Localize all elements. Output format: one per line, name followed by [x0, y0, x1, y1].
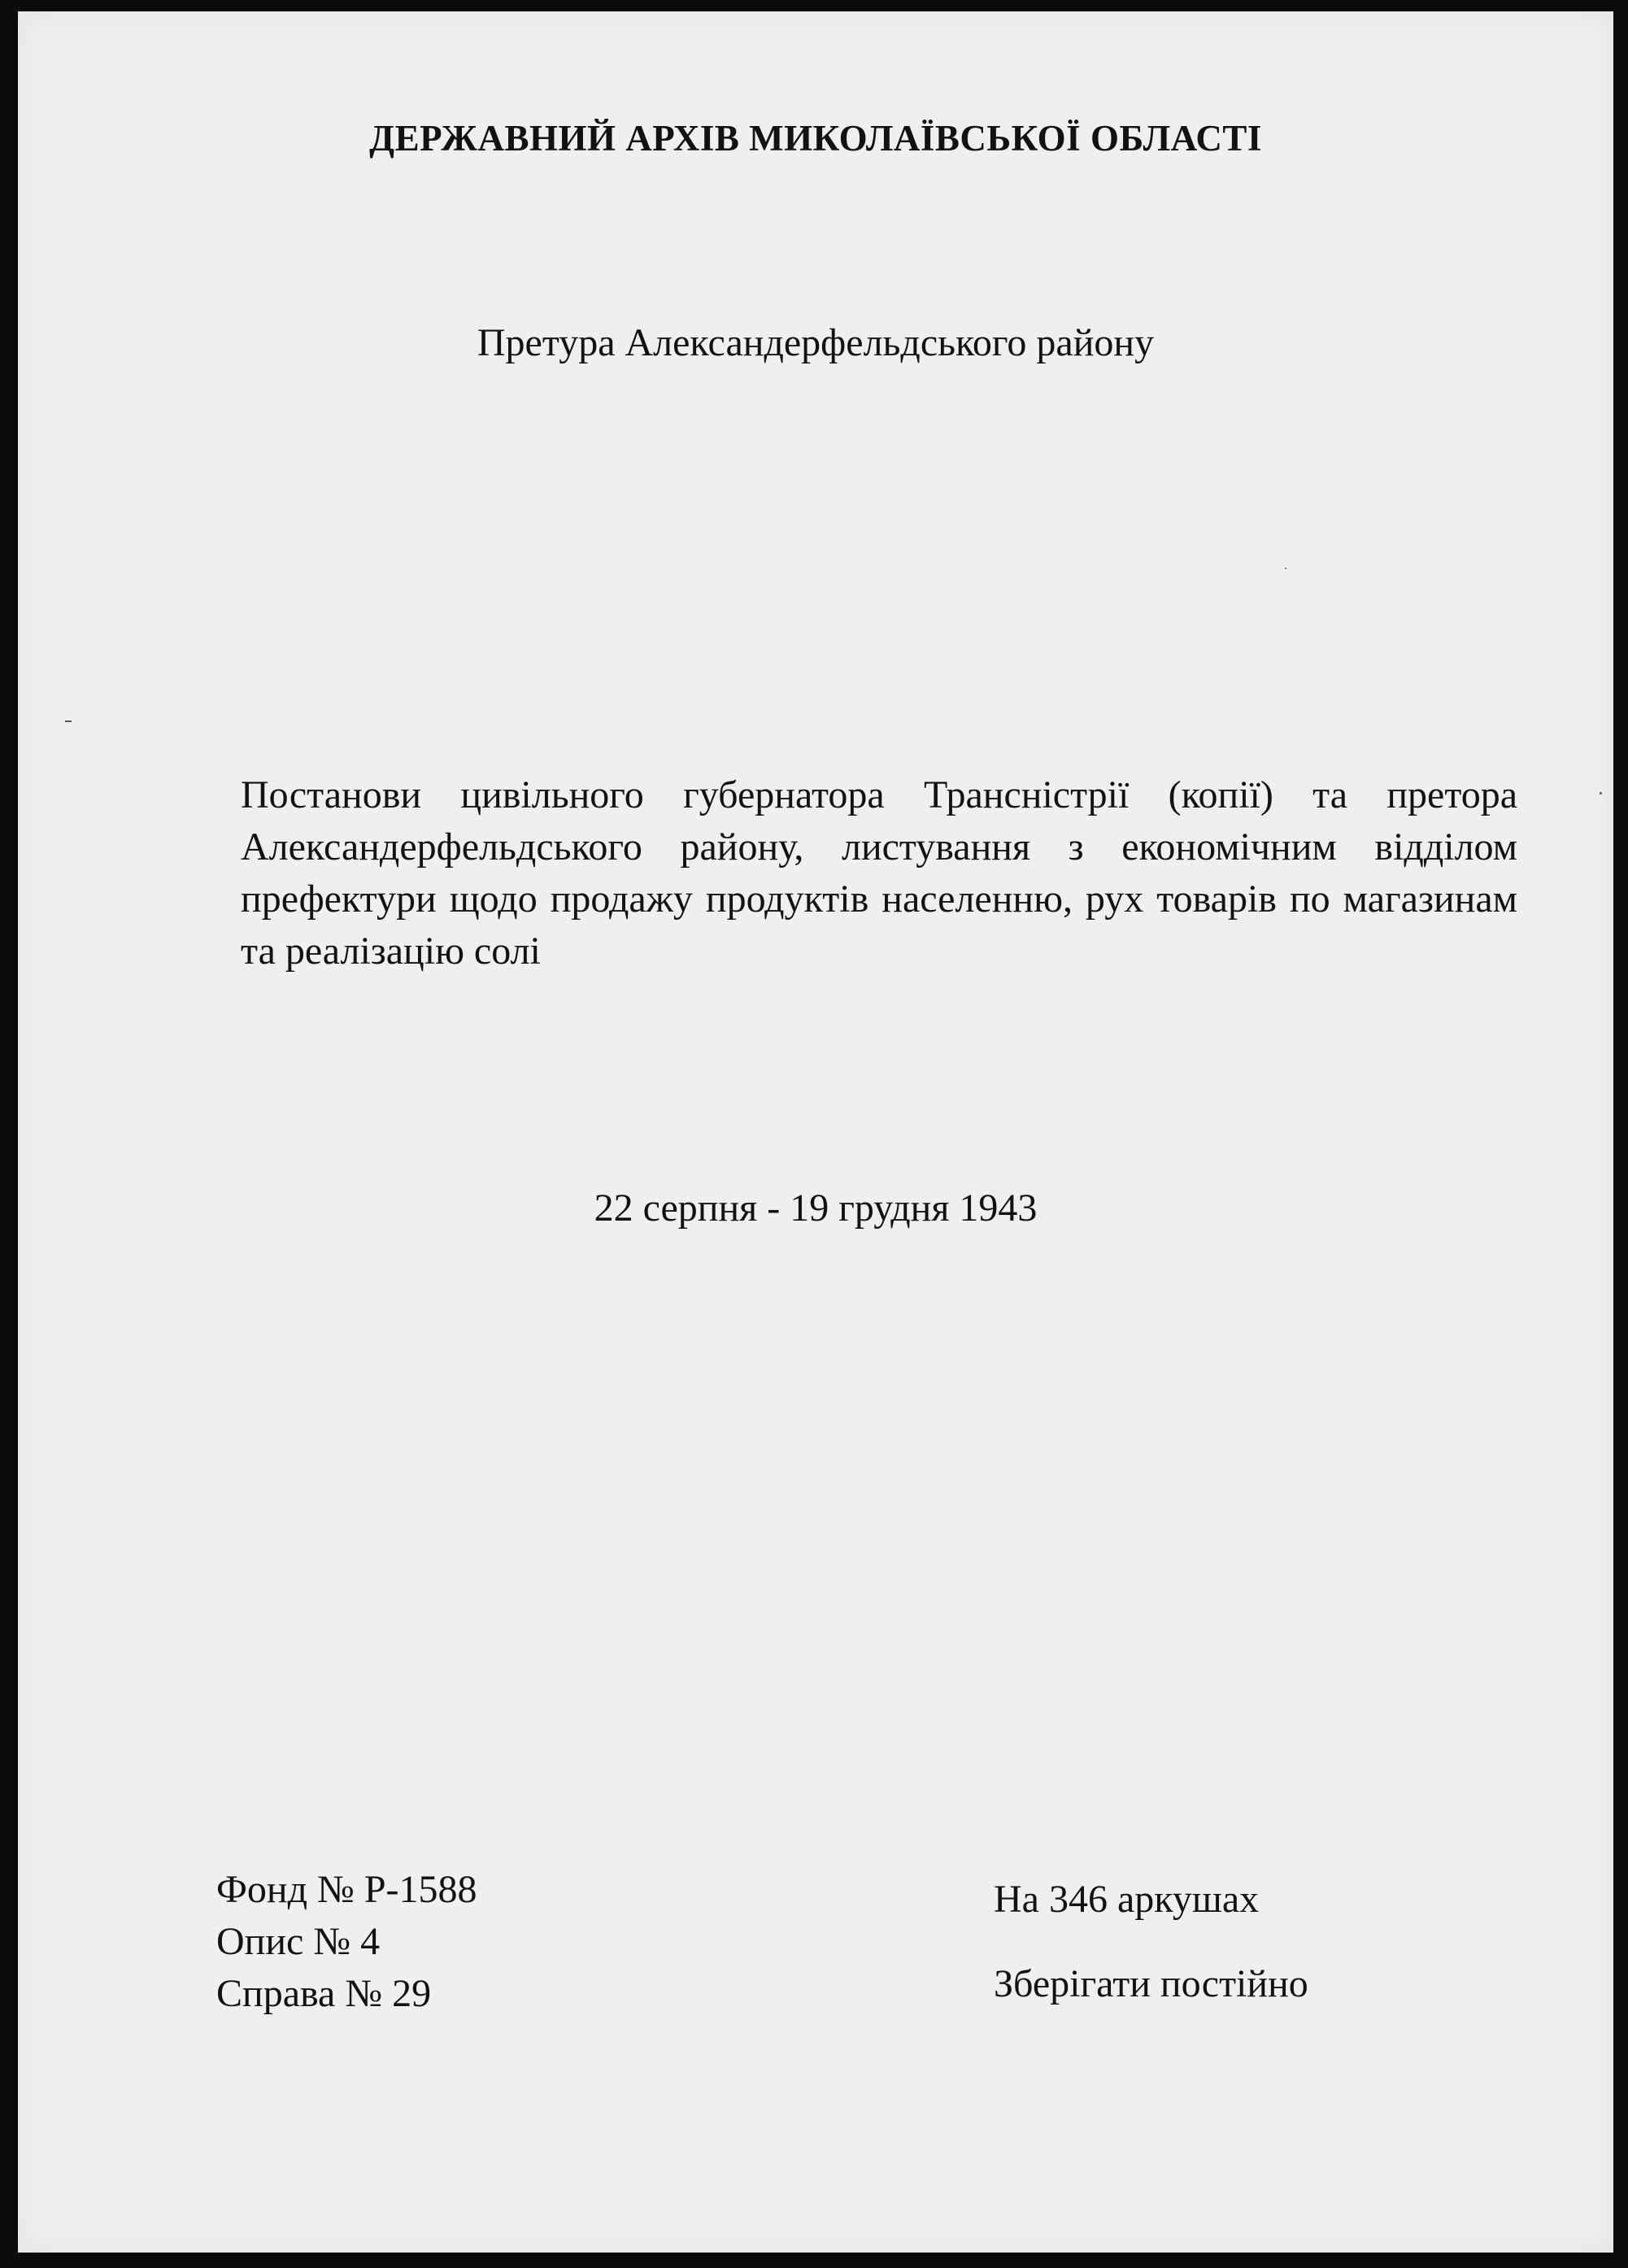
- paper-speck: [1285, 568, 1286, 569]
- fond-number: Фонд № Р-1588: [216, 1868, 477, 1911]
- sprava-number: Справа № 29: [216, 1972, 432, 2015]
- case-title: Постанови цивільного губернатора Трансністрії (копії) та претора Александерфельдського району, листування з економічним відділом префектури щодо продажу продуктів населенню, рух товарів по магазинам та реалізацію солі: [241, 773, 1517, 973]
- paper-speck: [65, 720, 72, 722]
- sheet-count: На 346 аркушах: [994, 1878, 1260, 1921]
- paper-speck: [1600, 792, 1602, 794]
- archive-title: ДЕРЖАВНИЙ АРХІВ МИКОЛАЇВСЬКОЇ ОБЛАСТІ: [369, 118, 1262, 159]
- institution-name: Претура Александерфельдського району: [477, 321, 1155, 364]
- archival-references: [216, 1864, 477, 2020]
- opys-number: Опис № 4: [216, 1920, 381, 1963]
- storage-term: Зберігати постійно: [994, 1962, 1308, 2005]
- document-page: [18, 11, 1613, 2253]
- date-range: 22 серпня - 19 грудня 1943: [594, 1186, 1038, 1230]
